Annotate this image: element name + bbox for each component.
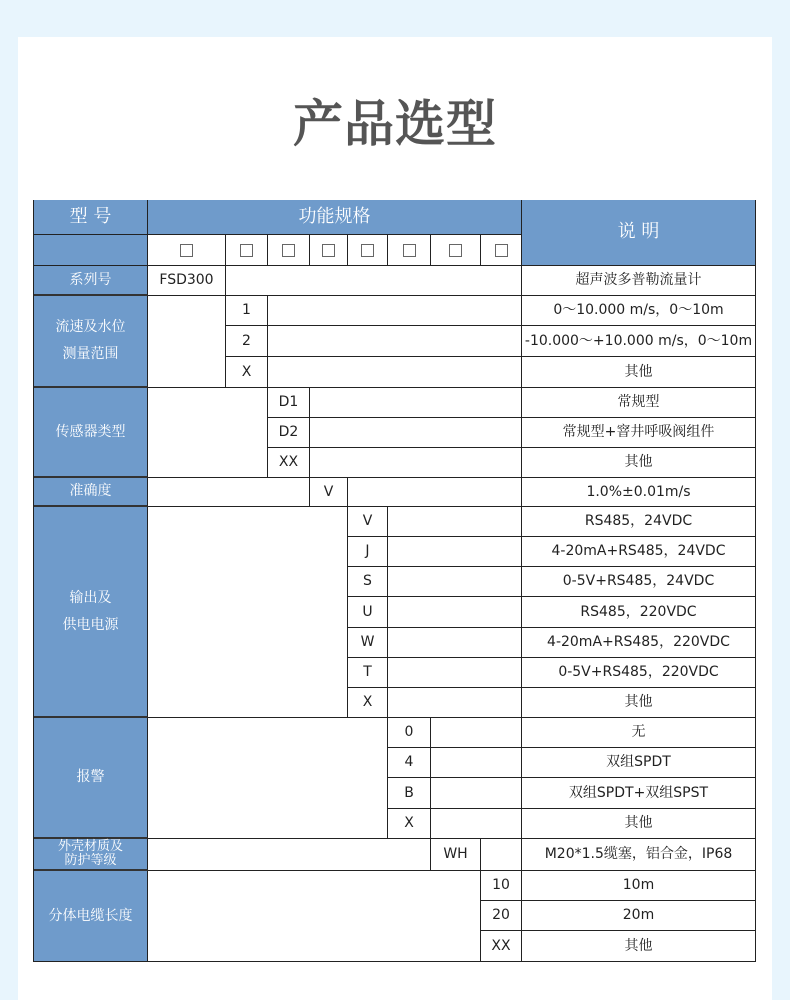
- output-desc: 其他: [522, 688, 756, 718]
- checkbox-icon: [361, 244, 374, 257]
- housing-label-line2: 防护等级: [64, 853, 117, 868]
- alarm-fill: [431, 809, 522, 839]
- code-slot-3: [268, 235, 310, 266]
- alarm-fill: [431, 748, 522, 778]
- output-code: S: [348, 567, 388, 597]
- cable-code: 20: [481, 901, 522, 931]
- alarm-desc: 双组SPDT: [522, 748, 756, 778]
- checkbox-icon: [449, 244, 462, 257]
- alarm-code: 0: [388, 718, 431, 748]
- sensor-desc: 常规型: [522, 388, 756, 418]
- checkbox-icon: [495, 244, 508, 257]
- output-fill: [388, 658, 522, 688]
- sensor-fill: [310, 448, 522, 478]
- cable-code: 10: [481, 871, 522, 901]
- housing-desc: M20*1.5缆塞，铝合金，IP68: [522, 839, 756, 871]
- range-desc: -10.000～+10.000 m/s，0～10m: [522, 326, 756, 357]
- range-desc: 0～10.000 m/s，0～10m: [522, 296, 756, 326]
- range-fill: [268, 357, 522, 388]
- alarm-code: X: [388, 809, 431, 839]
- output-desc: RS485，24VDC: [522, 507, 756, 537]
- series-code: FSD300: [148, 266, 226, 296]
- range-code: 1: [226, 296, 268, 326]
- housing-code: WH: [431, 839, 481, 871]
- cable-desc: 其他: [522, 931, 756, 962]
- range-code: 2: [226, 326, 268, 357]
- range-blank: [148, 296, 226, 388]
- cable-desc: 20m: [522, 901, 756, 931]
- header-blank: [34, 235, 148, 266]
- alarm-code: B: [388, 778, 431, 809]
- output-blank: [148, 507, 348, 718]
- output-label-line1: 输出及: [69, 589, 112, 606]
- sensor-code: D1: [268, 388, 310, 418]
- output-label: [34, 507, 148, 718]
- sensor-code: XX: [268, 448, 310, 478]
- output-fill: [388, 597, 522, 628]
- output-fill: [388, 688, 522, 718]
- header-model: 型 号: [34, 200, 148, 235]
- alarm-label: 报警: [34, 718, 148, 839]
- housing-label-line1: 外壳材质及: [57, 839, 123, 855]
- cable-label: 分体电缆长度: [34, 871, 148, 962]
- cable-blank: [148, 871, 481, 962]
- code-slot-8: [481, 235, 522, 266]
- alarm-desc: 双组SPDT+双组SPST: [522, 778, 756, 809]
- checkbox-icon: [240, 244, 253, 257]
- output-code: W: [348, 628, 388, 658]
- cable-desc: 10m: [522, 871, 756, 901]
- code-slot-6: [388, 235, 431, 266]
- cable-code: XX: [481, 931, 522, 962]
- accuracy-blank: [148, 478, 310, 507]
- output-label-line2: 供电电源: [62, 616, 119, 633]
- output-fill: [388, 567, 522, 597]
- accuracy-code: V: [310, 478, 348, 507]
- output-fill: [388, 507, 522, 537]
- output-code: U: [348, 597, 388, 628]
- range-fill: [268, 326, 522, 357]
- checkbox-icon: [322, 244, 335, 257]
- sensor-blank: [148, 388, 268, 478]
- sensor-desc: 常规型+窨井呼吸阀组件: [522, 418, 756, 448]
- output-fill: [388, 537, 522, 567]
- output-code: J: [348, 537, 388, 567]
- alarm-desc: 其他: [522, 809, 756, 839]
- range-label: [34, 296, 148, 388]
- alarm-code: 4: [388, 748, 431, 778]
- page-title: 产品选型: [293, 95, 497, 153]
- checkbox-icon: [282, 244, 295, 257]
- alarm-fill: [431, 778, 522, 809]
- sensor-code: D2: [268, 418, 310, 448]
- accuracy-fill: [348, 478, 522, 507]
- alarm-desc: 无: [522, 718, 756, 748]
- range-label-line2: 测量范围: [62, 346, 119, 362]
- code-slot-2: [226, 235, 268, 266]
- checkbox-icon: [403, 244, 416, 257]
- header-desc: 说 明: [522, 200, 756, 266]
- checkbox-icon: [180, 244, 193, 257]
- code-slot-7: [431, 235, 481, 266]
- sensor-label: 传感器类型: [34, 388, 148, 478]
- sensor-fill: [310, 388, 522, 418]
- output-desc: RS485，220VDC: [522, 597, 756, 628]
- range-label-line1: 流速及水位: [55, 319, 126, 336]
- output-code: T: [348, 658, 388, 688]
- accuracy-label: 准确度: [34, 478, 148, 507]
- header-spec: 功能规格: [148, 200, 522, 235]
- code-slot-5: [348, 235, 388, 266]
- series-label: 系列号: [34, 266, 148, 296]
- output-desc: 4-20mA+RS485，220VDC: [522, 628, 756, 658]
- housing-fill: [481, 839, 522, 871]
- range-fill: [268, 296, 522, 326]
- accuracy-desc: 1.0%±0.01m/s: [522, 478, 756, 507]
- sensor-desc: 其他: [522, 448, 756, 478]
- output-desc: 0-5V+RS485，24VDC: [522, 567, 756, 597]
- range-code: X: [226, 357, 268, 388]
- code-slot-4: [310, 235, 348, 266]
- output-desc: 4-20mA+RS485，24VDC: [522, 537, 756, 567]
- housing-label: [34, 839, 148, 871]
- range-desc: 其他: [522, 357, 756, 388]
- code-slot-1: [148, 235, 226, 266]
- series-blank: [226, 266, 522, 296]
- series-desc: 超声波多普勒流量计: [522, 266, 756, 296]
- alarm-fill: [431, 718, 522, 748]
- output-code: X: [348, 688, 388, 718]
- output-desc: 0-5V+RS485，220VDC: [522, 658, 756, 688]
- alarm-blank: [148, 718, 388, 839]
- housing-blank: [148, 839, 431, 871]
- output-fill: [388, 628, 522, 658]
- output-code: V: [348, 507, 388, 537]
- sensor-fill: [310, 418, 522, 448]
